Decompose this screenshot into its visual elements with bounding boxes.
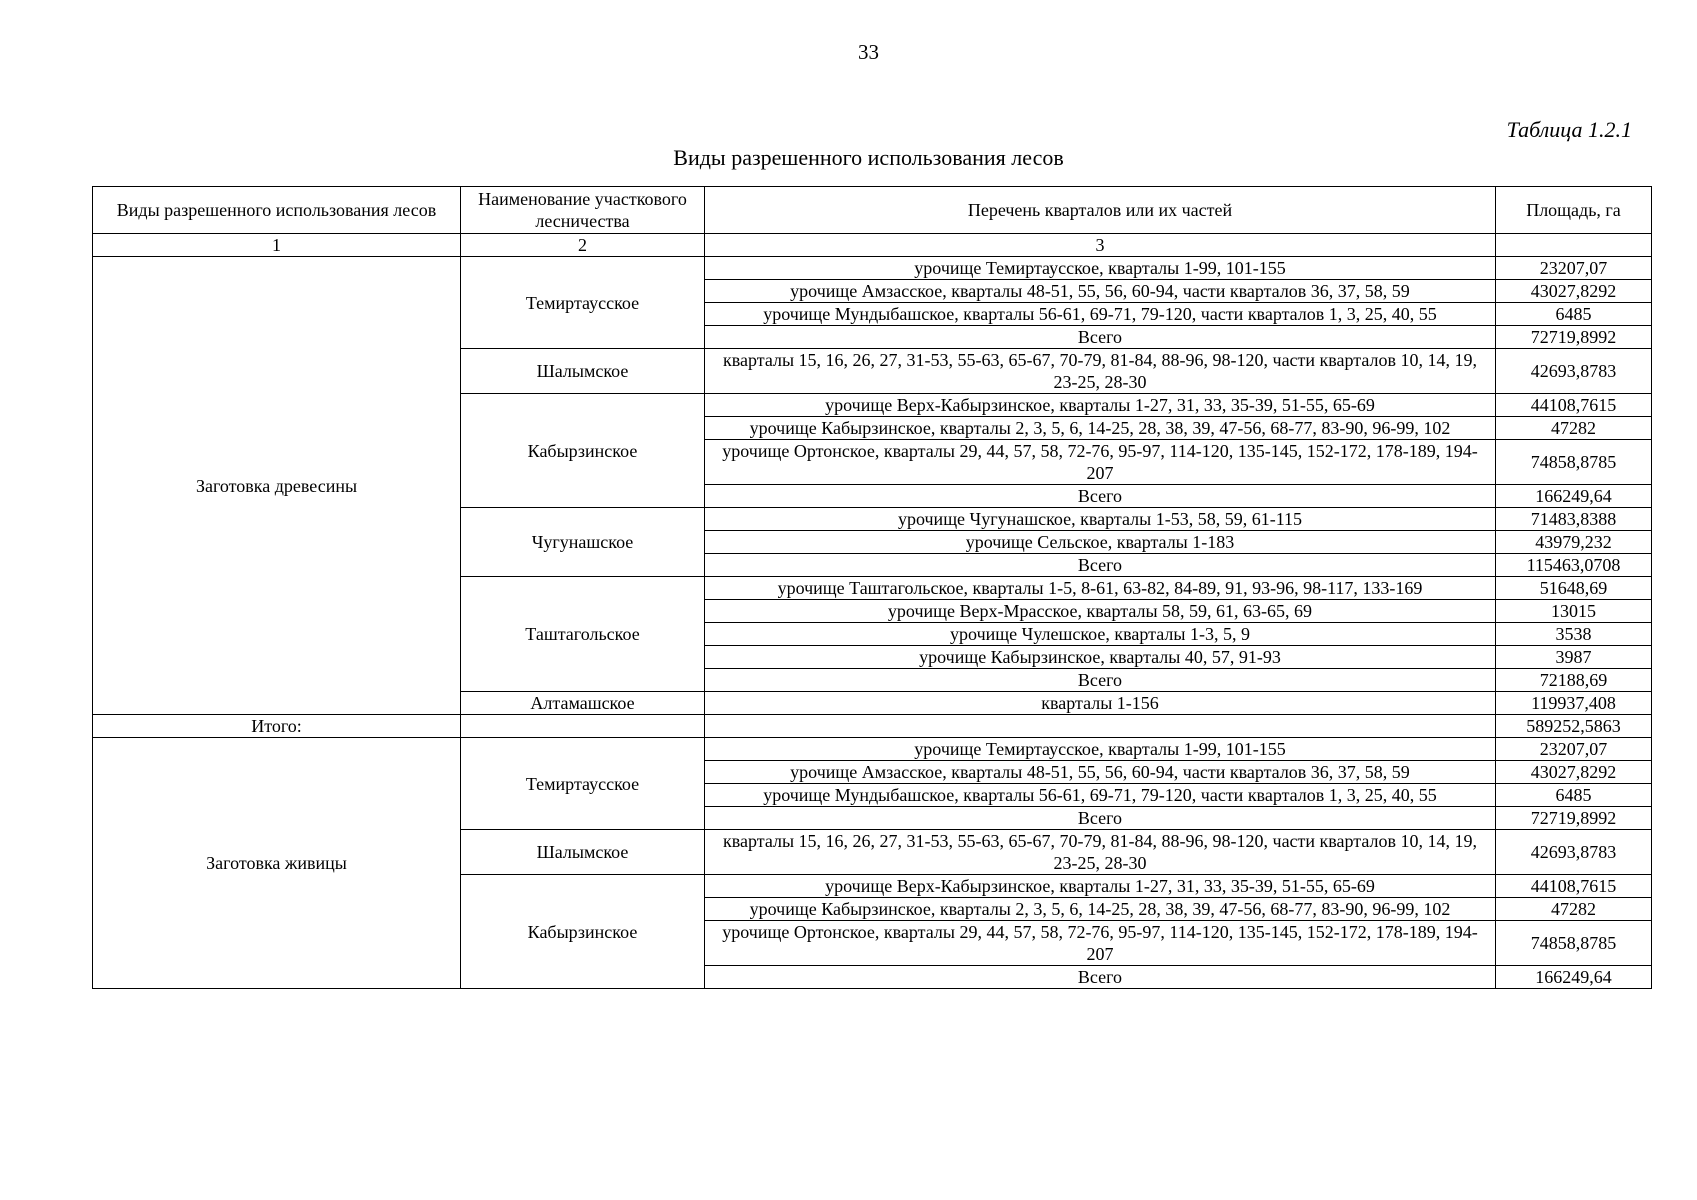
parcels-cell: Всего — [705, 807, 1496, 830]
parcels-cell: урочище Амзасское, кварталы 48-51, 55, 56, 60-94, части кварталов 36, 37, 58, 59 — [705, 280, 1496, 303]
area-cell: 43027,8292 — [1496, 280, 1652, 303]
table-body — [93, 257, 1652, 989]
district-cell: Алтамашское — [461, 692, 705, 715]
parcels-cell: урочище Амзасское, кварталы 48-51, 55, 56, 60-94, части кварталов 36, 37, 58, 59 — [705, 761, 1496, 784]
area-cell: 44108,7615 — [1496, 394, 1652, 417]
area-cell: 43027,8292 — [1496, 761, 1652, 784]
page-number: 33 — [858, 40, 879, 64]
area-cell: 6485 — [1496, 303, 1652, 326]
header-use-type: Виды разрешенного использования лесов — [93, 187, 461, 234]
column-number — [1496, 234, 1652, 257]
area-cell: 72719,8992 — [1496, 807, 1652, 830]
header-row — [93, 187, 1652, 234]
area-cell: 6485 — [1496, 784, 1652, 807]
parcels-cell: урочище Чугунашское, кварталы 1-53, 58, 59, 61-115 — [705, 508, 1496, 531]
area-cell: 51648,69 — [1496, 577, 1652, 600]
area-cell: 115463,0708 — [1496, 554, 1652, 577]
column-number: 1 — [93, 234, 461, 257]
district-cell: Шалымское — [461, 830, 705, 875]
parcels-cell: урочище Таштагольское, кварталы 1-5, 8-61, 63-82, 84-89, 91, 93-96, 98-117, 133-169 — [705, 577, 1496, 600]
total-label: Итого: — [93, 715, 461, 738]
area-cell: 44108,7615 — [1496, 875, 1652, 898]
parcels-cell: урочище Верх-Мрасское, кварталы 58, 59, 61, 63-65, 69 — [705, 600, 1496, 623]
use-type-cell: Заготовка живицы — [93, 738, 461, 989]
parcels-cell: Всего — [705, 485, 1496, 508]
empty-cell — [705, 715, 1496, 738]
header-area: Площадь, га — [1496, 187, 1652, 234]
parcels-cell: урочище Темиртаусское, кварталы 1-99, 101-155 — [705, 738, 1496, 761]
area-cell: 166249,64 — [1496, 485, 1652, 508]
area-cell: 166249,64 — [1496, 966, 1652, 989]
empty-cell — [461, 715, 705, 738]
parcels-cell: урочище Ортонское, кварталы 29, 44, 57, 58, 72-76, 95-97, 114-120, 135-145, 152-172, 178-189, 194-207 — [705, 921, 1496, 966]
parcels-cell: кварталы 15, 16, 26, 27, 31-53, 55-63, 65-67, 70-79, 81-84, 88-96, 98-120, части кварталов 10, 14, 19, 23-25, 28-30 — [705, 349, 1496, 394]
district-cell: Темиртаусское — [461, 257, 705, 349]
area-cell: 3987 — [1496, 646, 1652, 669]
parcels-cell: Всего — [705, 554, 1496, 577]
table-title: Виды разрешенного использования лесов — [673, 145, 1064, 170]
column-number: 3 — [705, 234, 1496, 257]
area-cell: 23207,07 — [1496, 738, 1652, 761]
total-row — [93, 715, 1652, 738]
area-cell: 3538 — [1496, 623, 1652, 646]
area-cell: 42693,8783 — [1496, 830, 1652, 875]
area-cell: 74858,8785 — [1496, 440, 1652, 485]
parcels-cell: урочище Верх-Кабырзинское, кварталы 1-27, 31, 33, 35-39, 51-55, 65-69 — [705, 394, 1496, 417]
district-cell: Чугунашское — [461, 508, 705, 577]
parcels-cell: урочище Темиртаусское, кварталы 1-99, 101-155 — [705, 257, 1496, 280]
header-parcels: Перечень кварталов или их частей — [705, 187, 1496, 234]
area-cell: 72188,69 — [1496, 669, 1652, 692]
parcels-cell: Всего — [705, 966, 1496, 989]
area-cell: 13015 — [1496, 600, 1652, 623]
district-cell: Кабырзинское — [461, 875, 705, 989]
parcels-cell: урочище Сельское, кварталы 1-183 — [705, 531, 1496, 554]
column-number: 2 — [461, 234, 705, 257]
total-area: 589252,5863 — [1496, 715, 1652, 738]
table-row — [93, 738, 1652, 761]
parcels-cell: Всего — [705, 669, 1496, 692]
parcels-cell: кварталы 15, 16, 26, 27, 31-53, 55-63, 65-67, 70-79, 81-84, 88-96, 98-120, части кварталов 10, 14, 19, 23-25, 28-30 — [705, 830, 1496, 875]
district-cell: Темиртаусское — [461, 738, 705, 830]
area-cell: 23207,07 — [1496, 257, 1652, 280]
area-cell: 43979,232 — [1496, 531, 1652, 554]
area-cell: 47282 — [1496, 898, 1652, 921]
header-district: Наименование участкового лесничества — [461, 187, 705, 234]
parcels-cell: урочище Мундыбашское, кварталы 56-61, 69-71, 79-120, части кварталов 1, 3, 25, 40, 55 — [705, 784, 1496, 807]
area-cell: 47282 — [1496, 417, 1652, 440]
district-cell: Шалымское — [461, 349, 705, 394]
parcels-cell: урочище Кабырзинское, кварталы 40, 57, 91-93 — [705, 646, 1496, 669]
parcels-cell: Всего — [705, 326, 1496, 349]
table-row — [93, 257, 1652, 280]
use-type-cell: Заготовка древесины — [93, 257, 461, 715]
parcels-cell: урочище Кабырзинское, кварталы 2, 3, 5, 6, 14-25, 28, 38, 39, 47-56, 68-77, 83-90, 96-99, 102 — [705, 417, 1496, 440]
table-label: Таблица 1.2.1 — [1506, 117, 1632, 142]
area-cell: 42693,8783 — [1496, 349, 1652, 394]
parcels-cell: урочище Мундыбашское, кварталы 56-61, 69-71, 79-120, части кварталов 1, 3, 25, 40, 55 — [705, 303, 1496, 326]
column-number-row — [93, 234, 1652, 257]
parcels-cell: урочище Чулешское, кварталы 1-3, 5, 9 — [705, 623, 1496, 646]
parcels-cell: урочище Кабырзинское, кварталы 2, 3, 5, 6, 14-25, 28, 38, 39, 47-56, 68-77, 83-90, 96-99, 102 — [705, 898, 1496, 921]
area-cell: 74858,8785 — [1496, 921, 1652, 966]
area-cell: 71483,8388 — [1496, 508, 1652, 531]
parcels-cell: урочище Ортонское, кварталы 29, 44, 57, 58, 72-76, 95-97, 114-120, 135-145, 152-172, 178-189, 194-207 — [705, 440, 1496, 485]
parcels-cell: кварталы 1-156 — [705, 692, 1496, 715]
district-cell: Таштагольское — [461, 577, 705, 692]
area-cell: 72719,8992 — [1496, 326, 1652, 349]
district-cell: Кабырзинское — [461, 394, 705, 508]
forest-use-table — [92, 186, 1652, 989]
parcels-cell: урочище Верх-Кабырзинское, кварталы 1-27, 31, 33, 35-39, 51-55, 65-69 — [705, 875, 1496, 898]
area-cell: 119937,408 — [1496, 692, 1652, 715]
